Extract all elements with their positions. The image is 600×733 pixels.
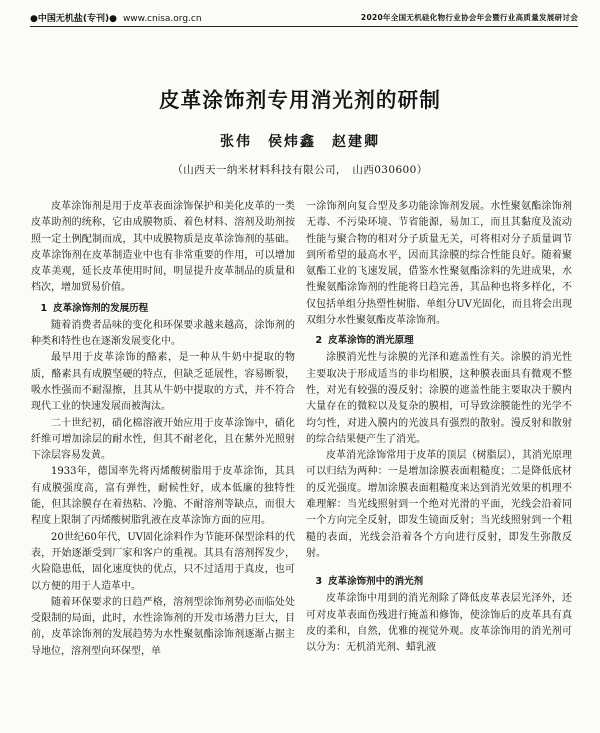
article-title: 皮革涂饰剂专用消光剂的研制	[158, 88, 442, 112]
body-paragraph: 随着环保要求的日趋严格，溶剂型涂饰剂势必而临处处受限制的局面，此时，水性涂饰剂的开发市场潜力巨大，目前，皮革涂饰剂的发展趋势为水性聚氨酯涂饰剂逐渐占据主导地位，溶剂型向环保型，单	[31, 596, 295, 657]
author-affiliation: （山西天一纳米材料科技有限公司， 山西030600）	[172, 164, 428, 176]
section-heading-2	[306, 333, 572, 348]
header-left	[30, 11, 202, 24]
section-number: 1	[40, 302, 48, 314]
left-column	[31, 199, 295, 660]
body-paragraph: 20世纪60年代，UV固化涂料作为节能环保型涂料的代表，开始逐渐受到厂家和客户的重视。其具有溶剂挥发少，火险隐患低，固化速度快的优点，只不过适用于真皮，也可以方便的用于人造革中。	[31, 531, 295, 592]
body-paragraph: 皮革消光涂饰常用于皮革的顶层（树脂层），其消光原理可以归结为两种：一是增加涂膜表面粗糙度；二是降低底材的反光强度。增加涂膜表面粗糙度来达到消光效果的机理不难理解：当光线照射到一个绝对光滑的平面，光线会沿着同一个方向完全反射，即发生镜面反射；当光线照射到一个粗糙的表面，光线会沿着各个方向进行反射，即发生弥散反射。	[306, 450, 572, 559]
right-column	[306, 199, 572, 656]
body-paragraph: 1933年，德国率先将丙烯酸树脂用于皮革涂饰，其具有成膜强度高，富有弹性，耐候性好，成本低廉的独特性能，但其涂膜存在着热粘、冷脆、不耐溶剂等缺点，而很大程度上限制了丙烯酸树脂乳液在皮革涂饰方面的应用。	[31, 466, 295, 527]
body-paragraph: 皮革涂饰中用到的消光剂除了降低皮革表层光泽外，还可对皮革表面伤残进行掩盖和修饰，使涂饰后的皮革具有真皮的柔和，自然，优雅的视觉外观。皮革涂饰用的消光剂可以分为：无机消光剂、蜡乳液	[306, 593, 572, 654]
section-heading-1	[31, 301, 295, 316]
article-authors: 张伟 侯炜鑫 赵建卿	[220, 134, 380, 150]
section-heading-3	[306, 574, 572, 589]
body-paragraph: 最早用于皮革涂饰的酪素，是一种从牛奶中提取的物质，酪素具有成膜坚硬的特点，但缺乏延展性，容易断裂，吸水性强而不耐湿擦，且其从牛奶中提取的方式，并不符合现代工业的快速发展而被淘汰。	[31, 352, 295, 413]
body-paragraph: 随着消费者品味的变化和环保要求越来越高，涂饰剂的种类和特性也在逐渐发展变化中。	[31, 319, 295, 348]
section-title: 皮革涂饰剂的发展历程	[53, 302, 149, 314]
section-title: 皮革涂饰的消光原理	[328, 335, 414, 347]
body-paragraph: 涂膜消光性与涂膜的光泽和遮盖性有关。涂膜的消光性主要取决于形成适当的非均相膜，这种膜表面具有微观不整性，对光有较强的漫反射；涂膜的遮盖性能主要取决于膜内大量存在的微粒以及复杂的膜相，可导致涂膜能性的光学不均匀性，对进入膜内的光波具有强烈的散射。漫反射和散射的综合结果便产生了消光。	[306, 352, 572, 445]
section-title: 皮革涂饰剂中的消光剂	[328, 576, 424, 588]
journal-name: ●中国无机盐(专刊)●	[30, 14, 117, 24]
body-paragraph: 二十世纪初，硝化棉溶液开始应用于皮革涂饰中，硝化纤维可增加涂层的耐水性，但其不耐老化，且在紫外光照射下涂层容易发黄。	[31, 417, 295, 462]
section-number: 2	[315, 335, 323, 347]
body-paragraph: 皮革涂饰剂是用于皮革表面涂饰保护和美化皮革的一类皮革助剂的统称，它由成膜物质、着色材料、溶剂及助剂按照一定土例配制而成，其中成膜物质是皮革涂饰剂的基础。皮革涂饰剂在皮革制造业中也有非常重要的作用，可以增加皮革美观，延长皮革使用时间，明显提升皮革制品的质量和档次，增加贸易价值。	[31, 201, 295, 294]
section-number: 3	[315, 576, 323, 588]
conference-name: 2020年全国无机硅化物行业协会年会暨行业高质量发展研讨会	[360, 13, 578, 22]
journal-url: www.cnisa.org.cn	[122, 14, 202, 24]
body-paragraph: 一涂饰剂向复合型及多功能涂饰剂发展。水性聚氨酯涂饰剂无毒、不污染环境、节省能源，易加工，而且其黏度及流动性能与聚合物的相对分子质量无关，可将相对分子质量调节到所希望的最高水平，因而其涂膜的综合性能良好。随着聚氨酯工业的飞速发展，借鉴水性聚氨酯涂料的先进成果，水性聚氨酯涂饰剂的性能将日趋完善，其品种也将多样化，不仅包括单组分热塑性树脂、单组分UV光固化，而且将会出现双组分水性聚氨酯皮革涂饰剂。	[306, 201, 572, 327]
page-header	[30, 10, 578, 27]
